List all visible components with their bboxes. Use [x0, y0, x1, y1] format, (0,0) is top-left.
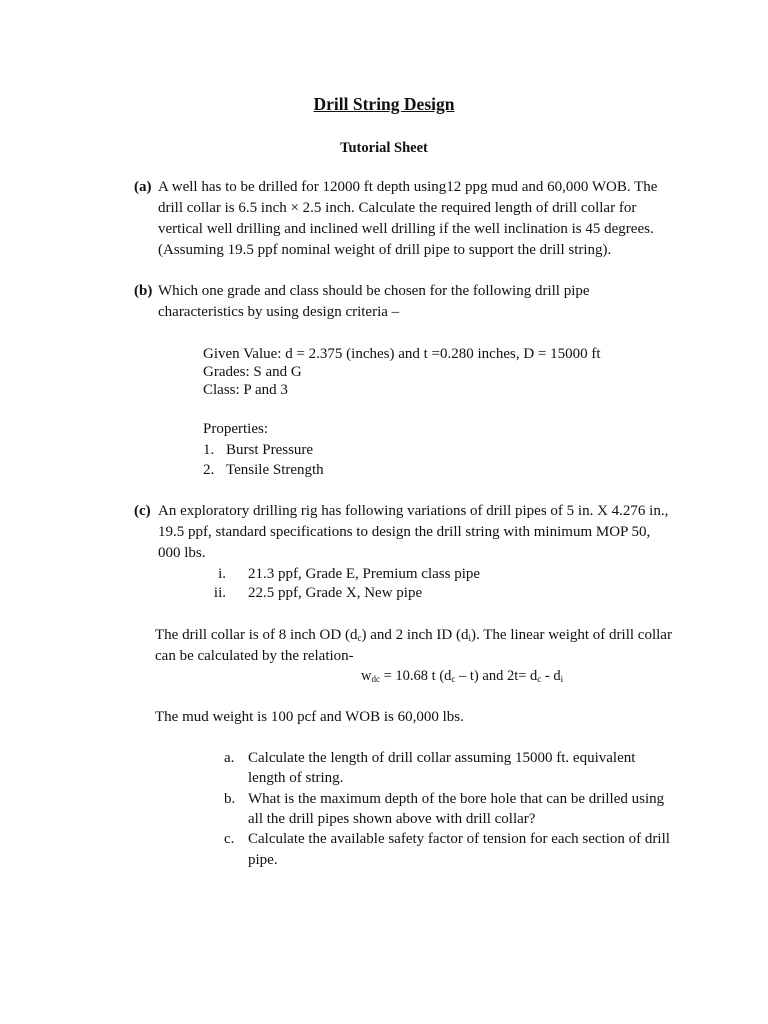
question-c-line: An exploratory drilling rig has following variations of drill pipes of 5 in. X 4.276 in., — [158, 503, 669, 519]
page-subtitle: Tutorial Sheet — [340, 140, 428, 156]
task-letter: b. — [224, 791, 236, 807]
given-values: Given Value: d = 2.375 (inches) and t =0.280 inches, D = 15000 ft — [203, 346, 601, 362]
class: Class: P and 3 — [203, 382, 288, 398]
task-line: pipe. — [248, 852, 278, 868]
linear-weight-formula: $w_{dc} = 10.68$ t $(d_c - t)$ and $2t= d_c - d_i$ — [361, 668, 564, 684]
question-a-line: (Assuming 19.5 ppf nominal weight of drill pipe to support the drill string). — [158, 242, 612, 258]
task-line: length of string. — [248, 770, 344, 786]
drill-collar-text: The drill collar is of 8 inch OD $(d_c)$ and 2 inch ID $(d_i)$. The linear weight of drill collar — [155, 627, 672, 643]
task-letter: c. — [224, 831, 235, 847]
properties-heading: Properties: — [203, 421, 268, 437]
pipe-number: ii. — [213, 585, 226, 601]
pipe-number: i. — [218, 566, 226, 582]
grades: Grades: S and G — [203, 364, 302, 380]
question-c-line: 19.5 ppf, standard specifications to design the drill string with minimum MOP 50, — [158, 524, 651, 540]
question-a-line: A well has to be drilled for 12000 ft depth using12 ppg mud and 60,000 WOB. The — [158, 179, 658, 195]
mud-weight-text: The mud weight is 100 pcf and WOB is 60,000 lbs. — [155, 709, 464, 725]
property-number: 1. — [203, 442, 215, 458]
question-a-line: drill collar is 6.5 inch × 2.5 inch. Calculate the required length of drill collar for — [158, 200, 637, 216]
question-c-line: 000 lbs. — [158, 545, 206, 561]
pipe-item: 21.3 ppf, Grade E, Premium class pipe — [248, 566, 481, 582]
task-line: What is the maximum depth of the bore hole that can be drilled using — [248, 791, 665, 807]
question-c-label: (c) — [134, 503, 151, 519]
page-title: Drill String Design — [313, 94, 455, 114]
task-line: Calculate the available safety factor of tension for each section of drill — [248, 831, 670, 847]
task-line: Calculate the length of drill collar assuming 15000 ft. equivalent — [248, 750, 636, 766]
property-item: Tensile Strength — [226, 462, 324, 478]
question-b-line: characteristics by using design criteria – — [158, 304, 400, 320]
question-a-line: vertical well drilling and inclined well drilling if the well inclination is 45 degrees. — [158, 221, 654, 237]
drill-collar-text: can be calculated by the relation- — [155, 648, 354, 664]
task-line: all the drill pipes shown above with drill collar? — [248, 811, 536, 827]
question-b-label: (b) — [134, 283, 153, 299]
property-item: Burst Pressure — [226, 442, 314, 458]
pipe-item: 22.5 ppf, Grade X, New pipe — [248, 585, 423, 601]
task-letter: a. — [224, 750, 235, 766]
question-a-label: (a) — [134, 179, 152, 195]
property-number: 2. — [203, 462, 215, 478]
question-b-line: Which one grade and class should be chosen for the following drill pipe — [158, 283, 590, 299]
